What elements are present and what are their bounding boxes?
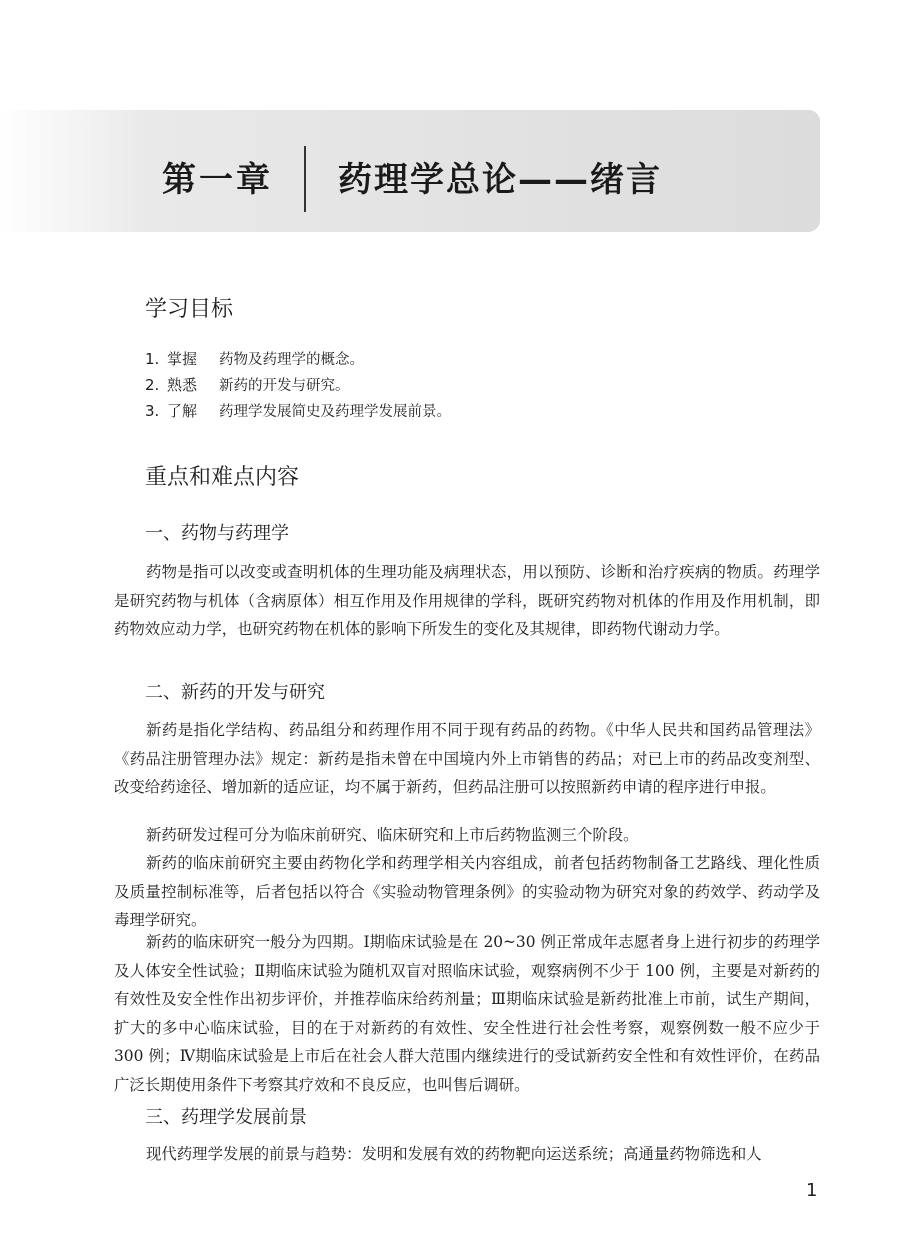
objective-level: 了解 <box>167 402 198 420</box>
objective-number: 2. <box>145 376 160 394</box>
chapter-divider <box>304 146 306 212</box>
section-title-new-drug-development: 二、新药的开发与研究 <box>145 682 325 703</box>
section-title-development-prospects: 三、药理学发展前景 <box>145 1107 307 1128</box>
objective-level: 熟悉 <box>167 376 198 394</box>
objective-text: 药物及药理学的概念。 <box>219 352 364 368</box>
objective-number: 1. <box>145 350 160 368</box>
paragraph-development-stages: 新药研发过程可分为临床前研究、临床研究和上市后药物监测三个阶段。 <box>146 826 639 844</box>
objective-text: 药理学发展简史及药理学发展前景。 <box>219 404 451 420</box>
paragraph-prospects: 现代药理学发展的前景与趋势：发明和发展有效的药物靶向运送系统；高通量药物筛选和人 <box>146 1145 762 1163</box>
paragraph-clinical-research: 新药的临床研究一般分为四期。Ⅰ期临床试验是在 20~30 例正常成年志愿者身上进行初步的药理学及人体安全性试验；Ⅱ期临床试验为随机双盲对照临床试验，观察病例不少于 100 例，主要是对新药的有效性及安全性作出初步评价，并推荐临床给药剂量；Ⅲ期临床试验是新药批准上市前，试生产期间，扩大的多中心临床试验，目的在于对新药的有效性、安全性进行社会性考察，观察例数一般不应少于 300 例；Ⅳ期临床试验是上市后在社会人群大范围内继续进行的受试新药安全性和有效性评价，在药品广泛长期使用条件下考察其疗效和不良反应，也叫售后调研。 <box>114 933 820 1094</box>
objectives-list <box>145 346 451 424</box>
key-content-heading: 重点和难点内容 <box>145 465 300 490</box>
objective-number: 3. <box>145 402 160 420</box>
paragraph-preclinical-research: 新药的临床前研究主要由药物化学和药理学相关内容组成，前者包括药物制备工艺路线、理化性质及质量控制标准等，后者包括以符合《实验动物管理条例》的实验动物为研究对象的药效学、药动学及毒理学研究。 <box>114 854 820 929</box>
objective-text: 新药的开发与研究。 <box>219 378 350 394</box>
section-title-drugs-pharmacology: 一、药物与药理学 <box>145 523 289 544</box>
chapter-number: 第一章 <box>162 160 273 200</box>
chapter-title: 药理学总论——绪言 <box>338 160 662 200</box>
objective-level: 掌握 <box>167 350 198 368</box>
page-number: 1 <box>806 1180 818 1201</box>
learning-objectives-heading: 学习目标 <box>145 297 234 322</box>
objective-item <box>145 346 451 372</box>
paragraph-drug-definition: 药物是指可以改变或查明机体的生理功能及病理状态，用以预防、诊断和治疗疾病的物质。药理学是研究药物与机体（含病原体）相互作用及作用规律的学科，既研究药物对机体的作用及作用机制，即药物效应动力学，也研究药物在机体的影响下所发生的变化及其规律，即药物代谢动力学。 <box>114 563 820 638</box>
paragraph-new-drug-definition: 新药是指化学结构、药品组分和药理作用不同于现有药品的药物。《中华人民共和国药品管理法》《药品注册管理办法》规定：新药是指未曾在中国境内外上市销售的药品；对已上市的药品改变剂型、改变给药途径、增加新的适应证，均不属于新药，但药品注册可以按照新药申请的程序进行申报。 <box>114 721 820 796</box>
objective-item <box>145 372 451 398</box>
objective-item <box>145 398 451 424</box>
